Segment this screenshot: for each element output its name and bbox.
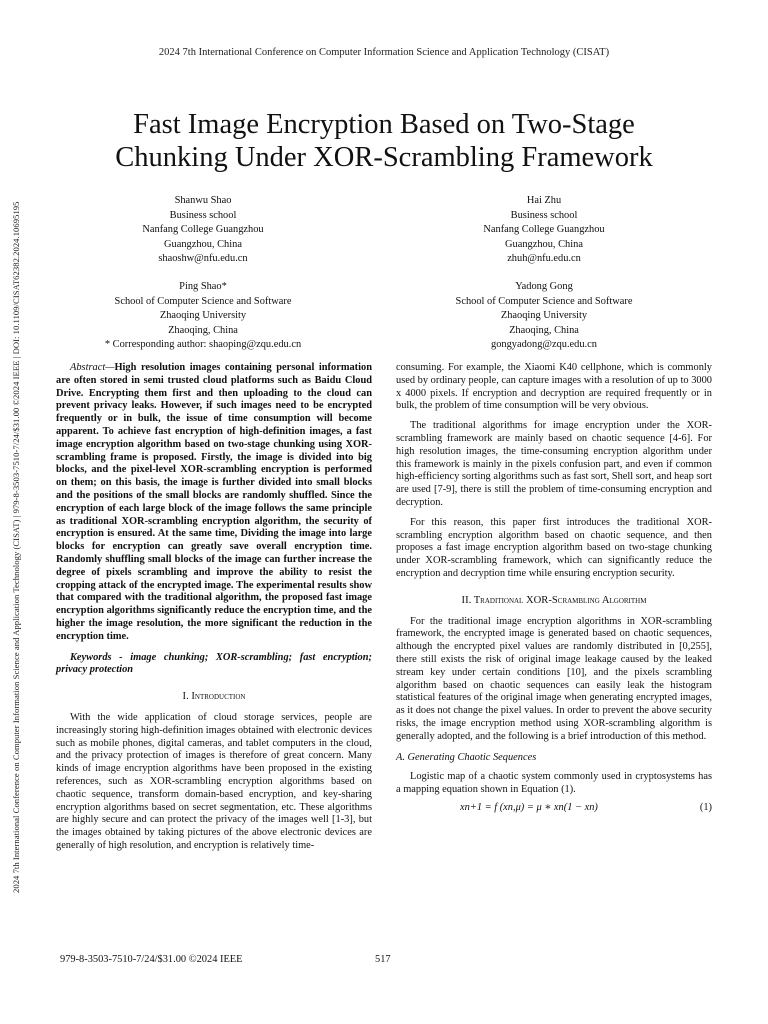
abstract [56, 362, 372, 644]
logistic-map-paragraph: Logistic map of a chaotic system commonly used in cryptosystems has a mapping equation shown in Equation (1). [396, 771, 712, 796]
author-dept: Business school [510, 209, 578, 221]
intro-paragraph-1: With the wide application of cloud storage services, people are increasingly storing high-definition images obtained with electronic devices such as mobile phones, digital cameras, and tablet computers in the cloud, and the privacy protection of images is therefore of great concern. Many kinds of image encryption algorithms have been proposed in the existing references, such as XOR-scrambling encryption algorithms based on chaotic sequence, transform domain-based encryption, and key-sharing encryption algorithms based on secret segmentation, etc. These algorithms are highly secure and can protect the privacy of the images well [1-3], but the images obtained by taking pictures of the above electronic devices are generally of high resolution, and encryption is relatively time- [56, 711, 372, 851]
author-dept: Business school [169, 209, 237, 221]
title-line-2: Chunking Under XOR-Scrambling Framework [115, 142, 653, 173]
author-block-1 [53, 194, 353, 267]
abstract-text: High resolution images containing personal information are often stored in semi trusted cloud platforms such as Baidu Cloud Drive. Encrypting them first and then uploading to the cloud can prevent privacy leaks. However, if such images need to be encrypted frequently or in bulk, the issue of time consumption will become apparent. To achieve fast encryption of high-definition images, a fast image encryption algorithm based on two-stage chunking using XOR-scrambling frame is proposed. Firstly, the image is divided into big blocks, and the pixel-level XOR-scrambling encryption is performed on them; on this basis, the image is further divided into small blocks and the positions of the small blocks are randomly shuffled. Since the encryption of each large block of the image follows the same principle as traditional XOR-scrambling encryption algorithm, the security of encryption is ensured. At the same time, Dividing the image into large blocks for encryption can greatly save overall encryption time. Randomly shuffling small blocks of the image can further increase the degree of pixels scrambling and improve the ability to resist the cropping attack of the encrypted image. The experimental results show that compared with the traditional algorithm, the proposed fast image encryption algorithms significantly reduce the encryption time, and the higher the image resolution, the more significant the reduction in the encryption time. [56, 362, 372, 642]
author-org: Nanfang College Guangzhou [142, 224, 264, 236]
author-block-4 [394, 280, 694, 353]
author-city: Guangzhou, China [164, 238, 242, 250]
author-city: Guangzhou, China [505, 238, 583, 250]
footer-copyright: 979-8-3503-7510-7/24/$31.00 ©2024 IEEE [60, 954, 243, 965]
author-dept: School of Computer Science and Software [455, 295, 633, 307]
traditional-paragraph: For the traditional image encryption algorithms in XOR-scrambling framework, the encrypted image is generated based on chaotic sequences, although the encrypted pixel values are randomly distributed in [0,255], there still exists the risk of original image leakage caused by the leaked stream key under certain conditions [10], and the pixels scrambling algorithm based on chaotic sequences can easily leak the histogram statistical features of the original image when generating encrypted images, as it does not change the pixel values. In order to prevent the above security risks, the image encryption method using XOR-scrambling algorithm is generally adopted, and the following is a brief introduction of this method. [396, 615, 712, 742]
author-org: Zhaoqing University [500, 310, 588, 322]
author-city: Zhaoqing, China [168, 324, 238, 336]
author-email: * Corresponding author: shaoping@zqu.edu.cn [104, 339, 302, 351]
intro-paragraph-3: For this reason, this paper first introduces the traditional XOR-scrambling encryption algorithm based on chaotic sequence, and then proposes a fast image encryption algorithm based on two-stage chunking under XOR-scrambling framework, which can significantly reduce the encryption and decryption time while ensuring encryption security. [396, 516, 712, 579]
title-line-1: Fast Image Encryption Based on Two-Stage [133, 109, 635, 140]
author-block-3 [53, 280, 353, 353]
author-dept: School of Computer Science and Software [114, 295, 292, 307]
author-email: shaoshw@nfu.edu.cn [158, 253, 248, 265]
author-org: Nanfang College Guangzhou [483, 224, 605, 236]
equation-number: (1) [699, 801, 712, 813]
equation-1 [396, 802, 712, 818]
abstract-lead: Abstract— [70, 362, 115, 373]
side-citation-text: 2024 7th International Conference on Computer Information Science and Application Technology (CISAT) | 979-8-3503-7510-7/24/$31.00 ©2024 IEEE | DOI: 10.1109/CISAT62382.2024.10695195 [11, 201, 21, 893]
paper-title [60, 108, 708, 174]
section-heading-traditional: II. Traditional XOR-Scrambling Algorithm [461, 594, 647, 606]
keywords: Keywords - image chunking; XOR-scrambling; fast encryption; privacy protection [56, 651, 372, 676]
intro-paragraph-1-cont: consuming. For example, the Xiaomi K40 cellphone, which is commonly used by ordinary people, can capture images with a resolution of up to 3000 x 4000 pixels. If encryption and decryption are required frequently or in bulk, the problem of time consumption will be very obvious. [396, 362, 712, 412]
conference-header: 2024 7th International Conference on Computer Information Science and Application Technology (CISAT) [158, 47, 610, 58]
equation-body: xn+1 = f (xn,μ) = μ ∗ xn(1 − xn) [460, 801, 598, 813]
author-email: gongyadong@zqu.edu.cn [491, 339, 597, 351]
author-email: zhuh@nfu.edu.cn [507, 253, 581, 265]
author-name: Hai Zhu [526, 195, 562, 206]
author-block-2 [394, 194, 694, 267]
left-column [56, 362, 372, 853]
subsection-heading-a: A. Generating Chaotic Sequences [396, 751, 537, 763]
author-org: Zhaoqing University [159, 310, 247, 322]
right-column [396, 362, 712, 818]
author-name: Ping Shao* [179, 281, 227, 292]
section-heading-introduction: I. Introduction [182, 691, 246, 703]
page-number: 517 [375, 954, 391, 965]
author-city: Zhaoqing, China [509, 324, 579, 336]
author-name: Yadong Gong [515, 281, 573, 292]
intro-paragraph-2: The traditional algorithms for image encryption under the XOR-scrambling framework are mainly based on chaotic sequence [4-6]. For high resolution images, the time-consuming encryption algorithm under this framework is mainly in the pixels confusion part, and even if common high-efficiency sorting algorithms such as fast sort, Shell sort, and heap sort are used [7-9], there is still the problem of time-consuming encryption and decryption. [396, 420, 712, 508]
author-name: Shanwu Shao [174, 195, 232, 206]
